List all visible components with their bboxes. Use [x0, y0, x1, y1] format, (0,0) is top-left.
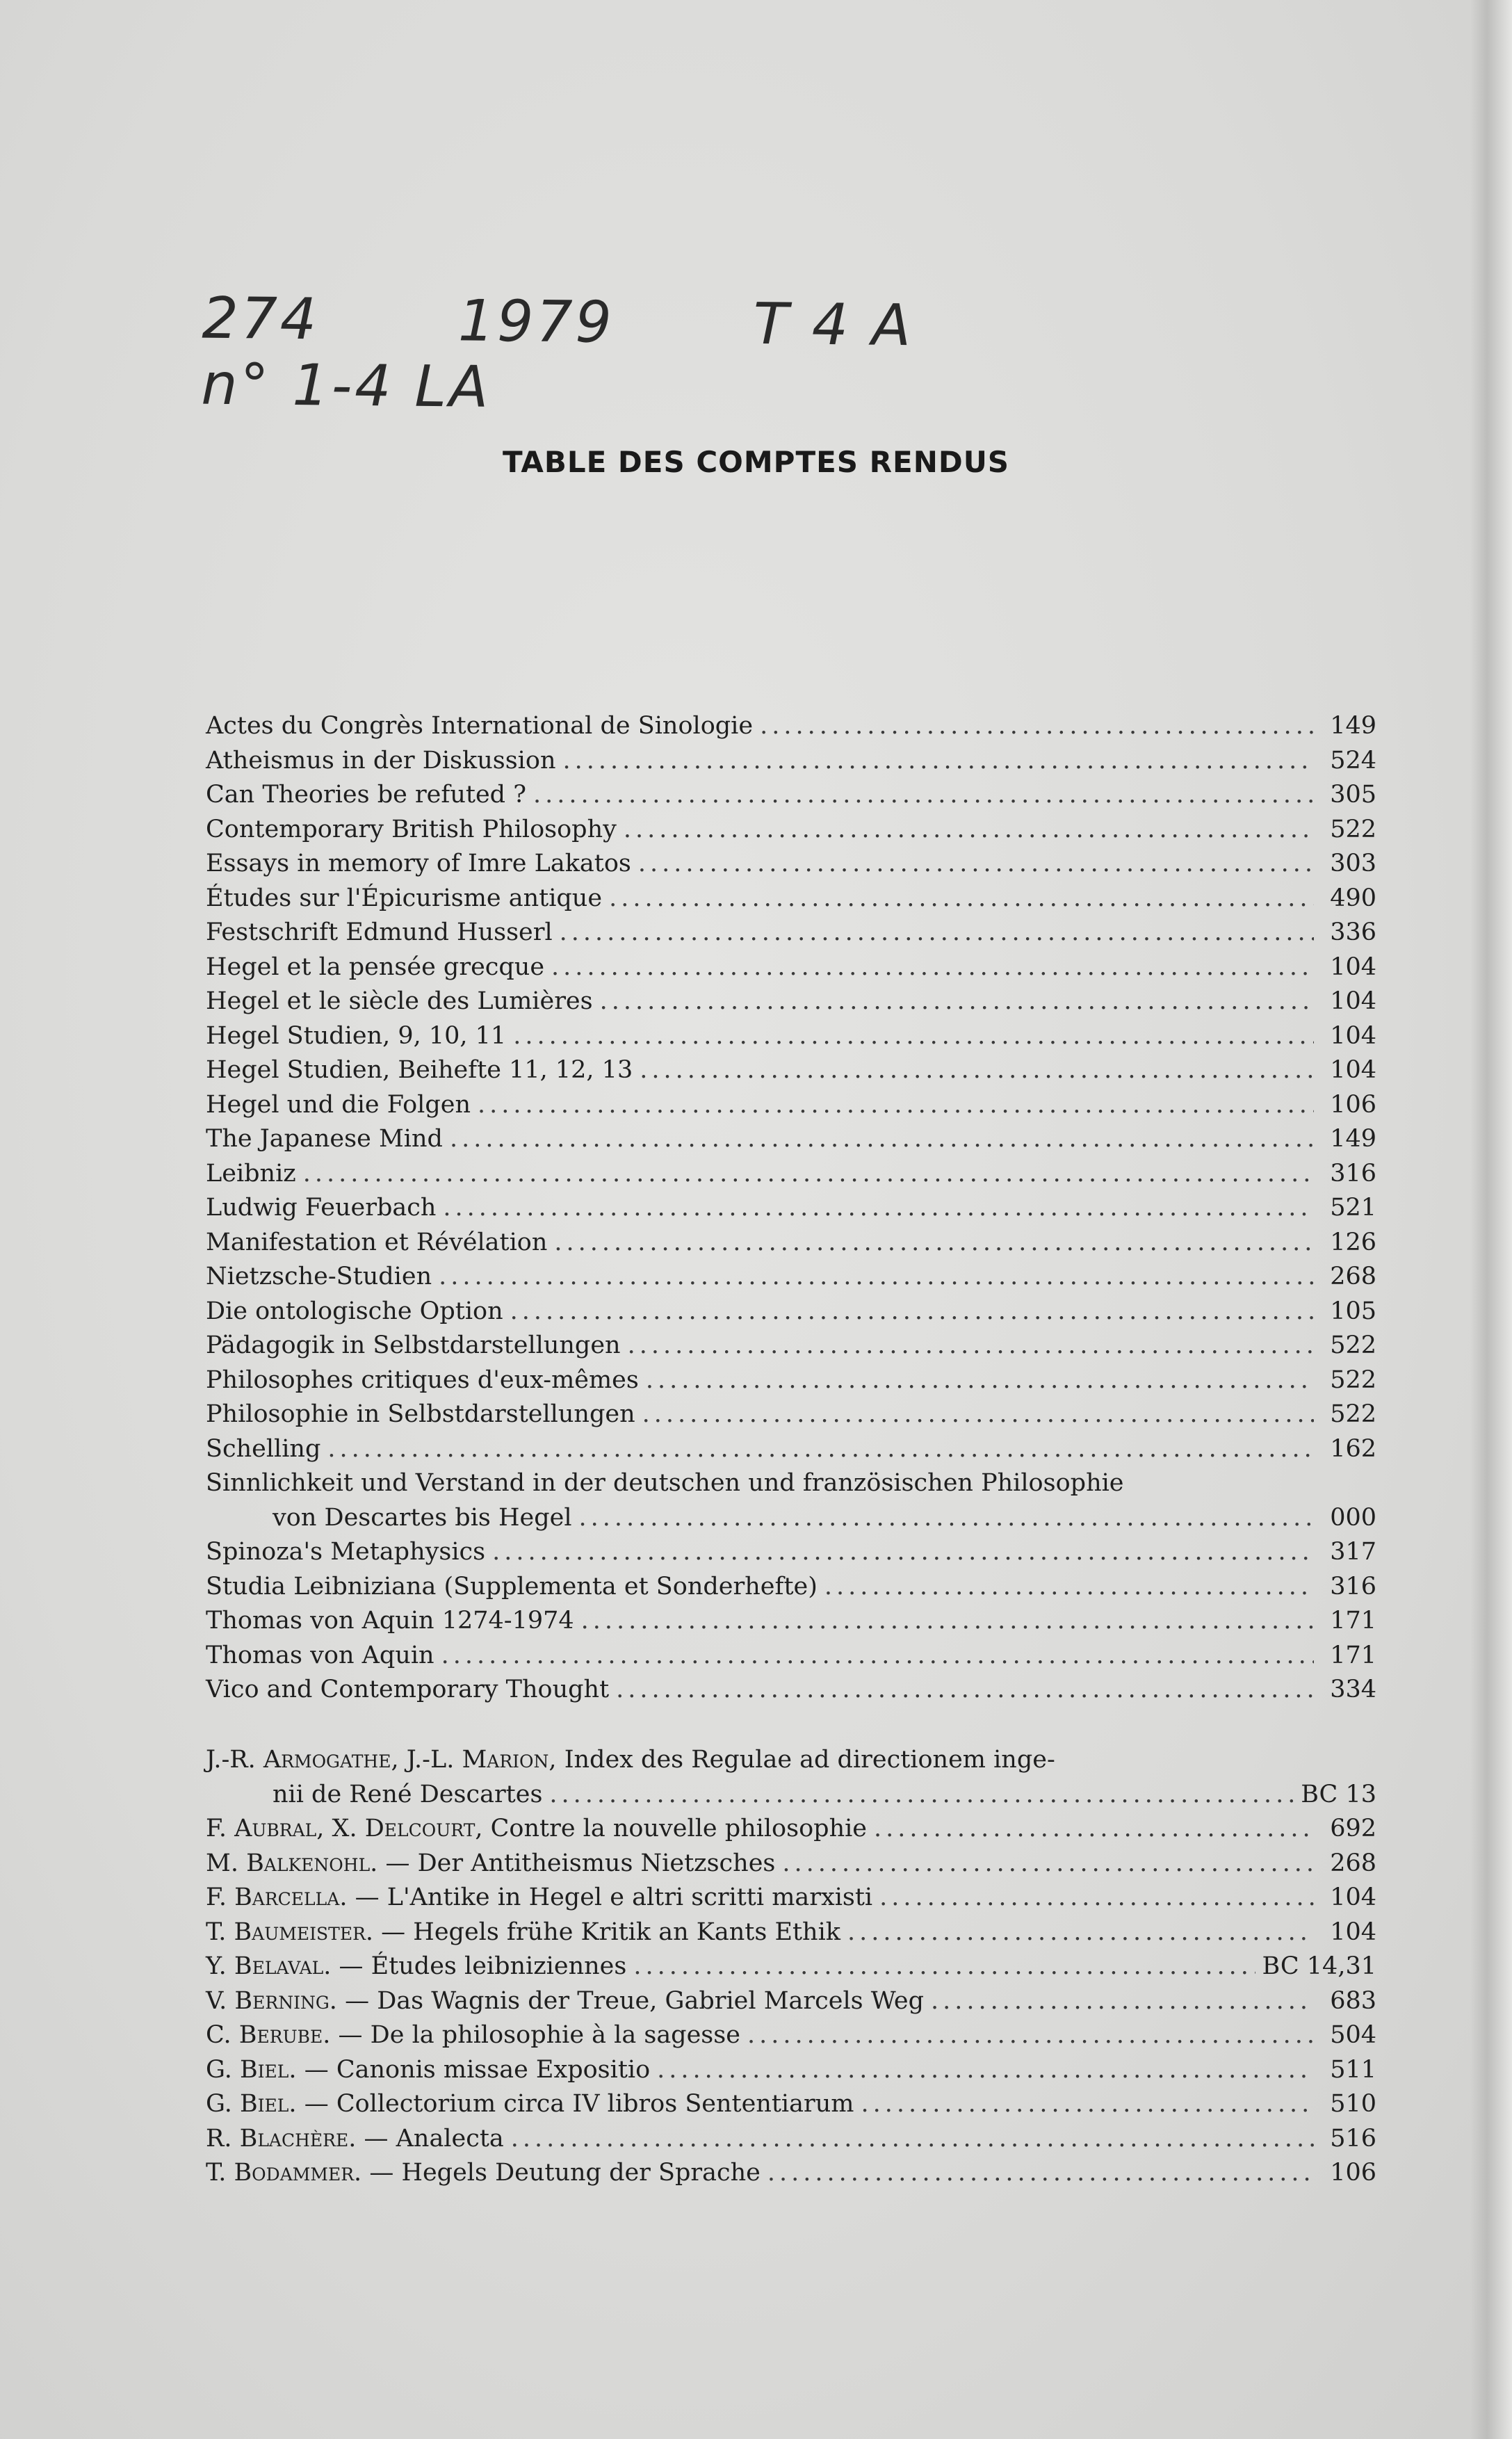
index-entry	[206, 984, 1376, 1019]
entry-author: R. Blachère.	[206, 2124, 357, 2153]
entry-work-title: — Das Wagnis der Treue, Gabriel Marcels Weg	[345, 1986, 924, 2015]
index-entry	[206, 916, 1376, 950]
dot-leader	[443, 1191, 1314, 1226]
entry-work-title: — Études leibniziennes	[339, 1952, 627, 1980]
entry-work	[206, 1881, 872, 1915]
entry-title: Thomas von Aquin 1274-1974	[206, 1607, 574, 1635]
entry-title-continued: von Descartes bis Hegel	[273, 1503, 572, 1532]
dot-leader	[533, 778, 1314, 813]
entry-title: Études sur l'Épicurisme antique	[206, 884, 603, 912]
entry-page: 171	[1330, 1607, 1376, 1635]
entry-page: 268	[1330, 1263, 1376, 1290]
dot-leader	[579, 1501, 1314, 1536]
entry-page: 334	[1330, 1676, 1376, 1703]
dot-leader	[303, 1157, 1314, 1192]
entry-work-continued: nii de René Descartes	[273, 1780, 543, 1808]
index-entry	[206, 1604, 1376, 1639]
index-entry	[206, 1397, 1376, 1432]
entry-title: Hegel Studien, Beihefte 11, 12, 13	[206, 1056, 633, 1084]
index-entry	[206, 1363, 1376, 1398]
entry-title: The Japanese Mind	[206, 1125, 443, 1153]
entry-title: Hegel et la pensée grecque	[206, 953, 545, 981]
entry-page: BC 14,31	[1262, 1952, 1376, 1980]
dot-leader	[581, 1604, 1314, 1639]
dot-leader	[554, 1226, 1314, 1261]
entry-author: F. Aubral, X. Delcourt,	[206, 1815, 483, 1842]
entry-author: M. Balkenohl.	[206, 1849, 378, 1877]
handnote-part: 274	[202, 285, 320, 353]
index-entry	[206, 1260, 1376, 1295]
entry-page: 104	[1330, 1918, 1376, 1946]
entry-title: Philosophes critiques d'eux-mêmes	[206, 1366, 639, 1394]
index-entry	[206, 1329, 1376, 1363]
dot-leader	[600, 984, 1314, 1019]
page-edge-shadow	[1470, 0, 1512, 2439]
dot-leader	[874, 1812, 1314, 1847]
entry-title: Contemporary British Philosophy	[206, 815, 617, 843]
dot-leader	[616, 1673, 1314, 1708]
entry-author: G. Biel.	[206, 2090, 297, 2118]
entry-work	[206, 1812, 867, 1847]
index-entry	[206, 1191, 1376, 1226]
entry-work-title: Index des Regulae ad directionem inge-	[564, 1746, 1055, 1774]
dot-leader	[549, 1778, 1294, 1813]
entry-page: 104	[1330, 953, 1376, 981]
entry-work-title: — Hegels frühe Kritik an Kants Ethik	[381, 1918, 841, 1946]
entry-page: 522	[1330, 1366, 1376, 1394]
entry-page: 105	[1330, 1297, 1376, 1325]
index-entry	[206, 2087, 1376, 2122]
entry-page: 000	[1330, 1503, 1376, 1532]
entry-page: 692	[1330, 1815, 1376, 1842]
index-entry	[206, 813, 1376, 848]
index-entry	[206, 778, 1376, 813]
dot-leader	[640, 1053, 1314, 1088]
dot-leader	[560, 916, 1314, 950]
entry-page: 522	[1330, 1400, 1376, 1428]
index-entry	[206, 1088, 1376, 1123]
dot-leader	[450, 1122, 1314, 1157]
dot-leader	[609, 882, 1314, 916]
dot-leader	[628, 1329, 1314, 1363]
entry-page: 106	[1330, 1090, 1376, 1119]
dot-leader	[782, 1847, 1314, 1881]
entry-page: 171	[1330, 1641, 1376, 1669]
entry-author: F. Barcella.	[206, 1883, 348, 1911]
index-entry	[206, 1122, 1376, 1157]
entry-title: Hegel und die Folgen	[206, 1090, 471, 1119]
entry-page: 106	[1330, 2159, 1376, 2187]
dot-leader	[478, 1088, 1314, 1123]
entry-page: 104	[1330, 1883, 1376, 1911]
dot-leader	[327, 1432, 1314, 1467]
entry-page: 336	[1330, 918, 1376, 946]
dot-leader	[847, 1915, 1314, 1950]
entry-work-title: — Canonis missae Expositio	[304, 2055, 651, 2084]
entry-page: 521	[1330, 1194, 1376, 1222]
entry-title: Spinoza's Metaphysics	[206, 1538, 486, 1566]
entry-page: 683	[1330, 1986, 1376, 2015]
dot-leader	[562, 744, 1314, 779]
index-entry	[206, 1570, 1376, 1605]
entry-page: 104	[1330, 987, 1376, 1015]
entry-work	[206, 1746, 1055, 1774]
index-entry	[206, 1984, 1376, 2019]
index-entry	[206, 1226, 1376, 1261]
entry-page: 317	[1330, 1538, 1376, 1566]
dot-leader	[767, 2156, 1314, 2191]
handnote-part: 1979	[457, 288, 615, 356]
entry-page: 126	[1330, 1228, 1376, 1256]
entry-title: Schelling	[206, 1434, 321, 1463]
entry-work	[206, 1915, 840, 1950]
entry-title: Essays in memory of Imre Lakatos	[206, 850, 631, 877]
entry-work	[206, 1847, 775, 1881]
handnote-part: T 4 A	[753, 291, 914, 359]
index-entry	[206, 950, 1376, 985]
entry-page: 305	[1330, 781, 1376, 809]
titles-index	[206, 709, 1376, 1708]
entry-work-title: — L'Antike in Hegel e altri scritti marxisti	[355, 1883, 873, 1911]
index-entry	[206, 1295, 1376, 1329]
entry-title: Philosophie in Selbstdarstellungen	[206, 1400, 635, 1428]
entry-page: 516	[1330, 2124, 1376, 2153]
dot-leader	[824, 1570, 1314, 1605]
dot-leader	[879, 1881, 1314, 1915]
index-entry	[206, 744, 1376, 779]
entry-title: Can Theories be refuted ?	[206, 781, 526, 809]
index-entry	[206, 1535, 1376, 1570]
dot-leader	[511, 2122, 1314, 2157]
entry-title: Studia Leibniziana (Supplementa et Sonderhefte)	[206, 1572, 818, 1601]
entry-title: Ludwig Feuerbach	[206, 1194, 437, 1222]
entry-author: G. Biel.	[206, 2055, 297, 2084]
entry-author: V. Berning.	[206, 1986, 337, 2015]
index-entry	[206, 1053, 1376, 1088]
entry-page: 522	[1330, 1331, 1376, 1359]
entry-page: 490	[1330, 884, 1376, 912]
index-entry	[206, 1950, 1376, 1984]
entry-page: 268	[1330, 1849, 1376, 1877]
entry-title: Vico and Contemporary Thought	[206, 1676, 610, 1703]
dot-leader	[513, 1019, 1314, 1054]
entry-page: BC 13	[1301, 1780, 1376, 1808]
entry-page: 522	[1330, 815, 1376, 843]
entry-title: Hegel Studien, 9, 10, 11	[206, 1021, 507, 1050]
index-entry	[206, 1812, 1376, 1847]
dot-leader	[441, 1639, 1314, 1674]
entry-page: 504	[1330, 2021, 1376, 2049]
entry-work-title: — Collectorium circa IV libros Sententiarum	[304, 2090, 854, 2118]
index-entry	[206, 882, 1376, 916]
index-entry	[206, 1881, 1376, 1915]
entry-page: 316	[1330, 1159, 1376, 1188]
index-entry	[206, 1501, 1376, 1536]
entry-page: 149	[1330, 1125, 1376, 1153]
entry-page: 104	[1330, 1056, 1376, 1084]
index-entry	[206, 1778, 1376, 1813]
index-entry	[206, 1432, 1376, 1467]
dot-leader	[642, 1397, 1314, 1432]
dot-leader	[657, 2053, 1314, 2088]
entry-title: Manifestation et Révélation	[206, 1228, 548, 1256]
entry-work	[206, 1984, 924, 2019]
dot-leader	[633, 1950, 1255, 1984]
entry-title: Actes du Congrès International de Sinologie	[206, 712, 754, 740]
entry-page: 303	[1330, 850, 1376, 877]
dot-leader	[638, 847, 1314, 882]
entry-title: Thomas von Aquin	[206, 1641, 434, 1669]
entry-page: 162	[1330, 1434, 1376, 1463]
entry-title: Die ontologische Option	[206, 1297, 503, 1325]
entry-work-title: — Analecta	[364, 2124, 504, 2153]
entry-work	[206, 1950, 626, 1984]
dot-leader	[760, 709, 1314, 744]
entry-title: Pädagogik in Selbstdarstellungen	[206, 1331, 621, 1359]
entry-author: T. Bodammer.	[206, 2159, 362, 2187]
dot-leader	[439, 1260, 1314, 1295]
index-entry	[206, 2018, 1376, 2053]
entry-work-title: Contre la nouvelle philosophie	[490, 1815, 868, 1842]
entry-author: J.-R. Armogathe, J.-L. Marion,	[206, 1746, 557, 1774]
index-entry	[206, 1639, 1376, 1674]
index-entry	[206, 1915, 1376, 1950]
entry-work	[206, 2156, 761, 2191]
index-entry	[206, 1157, 1376, 1192]
index-entry	[206, 2156, 1376, 2191]
entry-title: Leibniz	[206, 1159, 296, 1188]
entry-title: Sinnlichkeit und Verstand in der deutschen und französischen Philosophie	[206, 1469, 1124, 1497]
entry-work-title: — De la philosophie à la sagesse	[338, 2021, 740, 2049]
entry-work-title: — Hegels Deutung der Sprache	[369, 2159, 761, 2187]
entry-work	[206, 2087, 854, 2122]
handwritten-note	[201, 286, 1454, 431]
entry-title: Atheismus in der Diskussion	[206, 746, 556, 775]
entry-title: Festschrift Edmund Husserl	[206, 918, 553, 946]
entry-work	[206, 2018, 740, 2053]
index-entry	[206, 1466, 1376, 1501]
entry-author: T. Baumeister.	[206, 1918, 374, 1946]
handnote-part: n° 1-4 LA	[201, 351, 491, 421]
index-entry	[206, 847, 1376, 882]
entry-author: C. Berube.	[206, 2021, 331, 2049]
page-title: TABLE DES COMPTES RENDUS	[502, 445, 1010, 479]
dot-leader	[551, 950, 1314, 985]
entry-work	[206, 2053, 650, 2088]
entry-title: Nietzsche-Studien	[206, 1263, 432, 1290]
index-entry	[206, 2053, 1376, 2088]
dot-leader	[646, 1363, 1314, 1398]
entry-page: 149	[1330, 712, 1376, 740]
entry-title: Hegel et le siècle des Lumières	[206, 987, 593, 1015]
index-entry	[206, 1019, 1376, 1054]
index-entry	[206, 1673, 1376, 1708]
dot-leader	[510, 1295, 1314, 1329]
entry-page: 316	[1330, 1572, 1376, 1601]
entry-author: Y. Belaval.	[206, 1952, 332, 1980]
index-entry	[206, 1743, 1376, 1778]
dot-leader	[624, 813, 1314, 848]
dot-leader	[747, 2018, 1314, 2053]
entry-page: 524	[1330, 746, 1376, 775]
entry-work-title: — Der Antitheismus Nietzsches	[385, 1849, 776, 1877]
entry-page: 511	[1330, 2055, 1376, 2084]
entry-work	[206, 2122, 504, 2157]
dot-leader	[861, 2087, 1314, 2122]
index-entry	[206, 709, 1376, 744]
dot-leader	[931, 1984, 1314, 2019]
index-entry	[206, 1847, 1376, 1881]
authors-index	[206, 1743, 1376, 2191]
dot-leader	[492, 1535, 1314, 1570]
entry-page: 104	[1330, 1021, 1376, 1050]
index-entry	[206, 2122, 1376, 2157]
entry-page: 510	[1330, 2090, 1376, 2118]
